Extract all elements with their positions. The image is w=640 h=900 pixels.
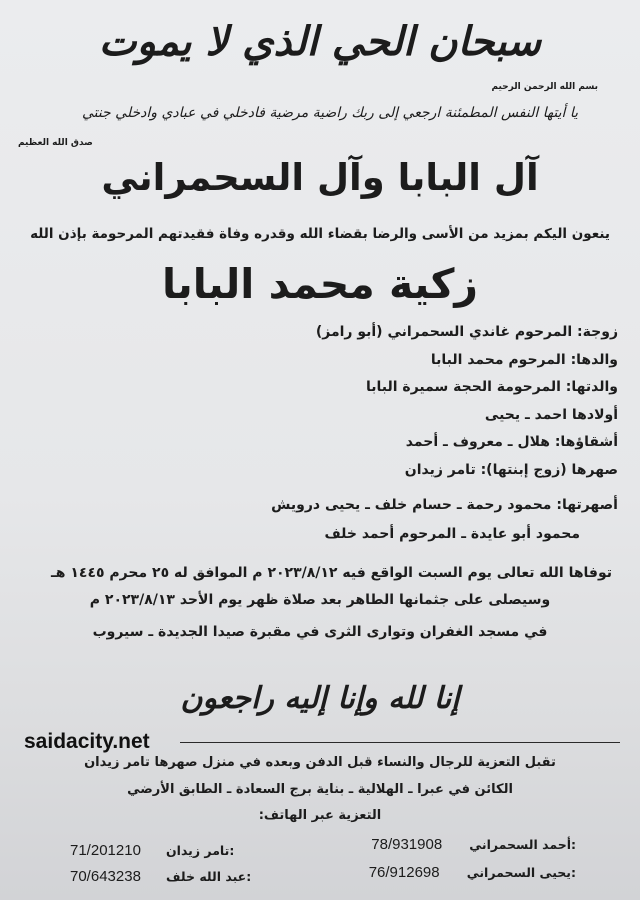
condolence-line-1: تقبل التعزية للرجال والنساء قبل الدفن وبعده في منزل صهرها تامر زيدان <box>84 755 556 770</box>
quran-verse: يا أيتها النفس المطمئنة ارجعي إلى ربك راضية مرضية فادخلي في عبادي وادخلي جنتي <box>81 105 579 121</box>
contact-name: عبد الله خلف: <box>166 869 252 884</box>
phone-contact <box>70 840 234 859</box>
prayer-line: وسيصلى على جثمانها الطاهر بعد صلاة ظهر يوم الأحد ٢٠٢٣/٨/١٣ م <box>89 592 551 608</box>
header-calligraphy: سبحان الحي الذي لا يموت <box>98 18 542 65</box>
burial-line: في مسجد الغفران وتوارى الثرى في مقبرة صيدا الجديدة ـ سيروب <box>92 624 548 640</box>
section-divider <box>180 742 620 743</box>
family-title: آل البابا وآل السحمراني <box>101 156 539 199</box>
contact-name: يحيى السحمراني: <box>466 865 576 880</box>
site-watermark: saidacity.net <box>24 730 150 753</box>
condolence-line-3: التعزية عبر الهاتف: <box>258 808 382 823</box>
phone-contact <box>369 862 576 881</box>
phone-contact <box>371 834 576 853</box>
phone-number: 78/931908 <box>371 836 443 853</box>
death-date-line: توفاها الله تعالى يوم السبت الواقع فيه ٢٠٢٣/٨/١٢ م الموافق له ٢٥ محرم ١٤٤٥ هـ <box>50 565 612 581</box>
relative-line: أشقاؤها: هلال ـ معروف ـ أحمد <box>405 434 618 450</box>
relative-line: أصهرتها: محمود رحمة ـ حسام خلف ـ يحيى درويش <box>271 497 618 513</box>
relative-line: محمود أبو عايدة ـ المرحوم أحمد خلف <box>324 526 580 542</box>
relative-line: والدها: المرحوم محمد البابا <box>430 352 618 368</box>
announcement-text: ينعون اليكم بمزيد من الأسى والرضا بقضاء الله وقدره وفاة فقيدتهم المرحومة بإذن الله <box>30 226 610 242</box>
condolence-line-2: الكائن في عبرا ـ الهلالية ـ بناية برج السعادة ـ الطابق الأرضي <box>127 782 513 797</box>
sadaq-allah: صدق الله العظيم <box>18 138 93 148</box>
deceased-name: زكية محمد البابا <box>161 260 479 308</box>
contact-name: تامر زيدان: <box>166 843 235 858</box>
phone-contact <box>70 866 251 885</box>
relative-line: صهرها (زوج إبنتها): تامر زيدان <box>404 462 618 478</box>
basmala: بسم الله الرحمن الرحيم <box>491 82 598 92</box>
phone-number: 71/201210 <box>70 842 141 859</box>
relative-line: زوجة: المرحوم غاندي السحمراني (أبو رامز) <box>315 324 618 340</box>
phone-number: 70/643238 <box>70 868 141 885</box>
relative-line: والدتها: المرحومة الحجة سميرة البابا <box>366 379 618 395</box>
closing-calligraphy: إنا لله وإنا إليه راجعون <box>180 681 460 716</box>
relative-line: أولادها احمد ـ يحيى <box>484 407 618 423</box>
contact-name: أحمد السحمراني: <box>469 837 576 852</box>
phone-number: 76/912698 <box>368 864 440 881</box>
